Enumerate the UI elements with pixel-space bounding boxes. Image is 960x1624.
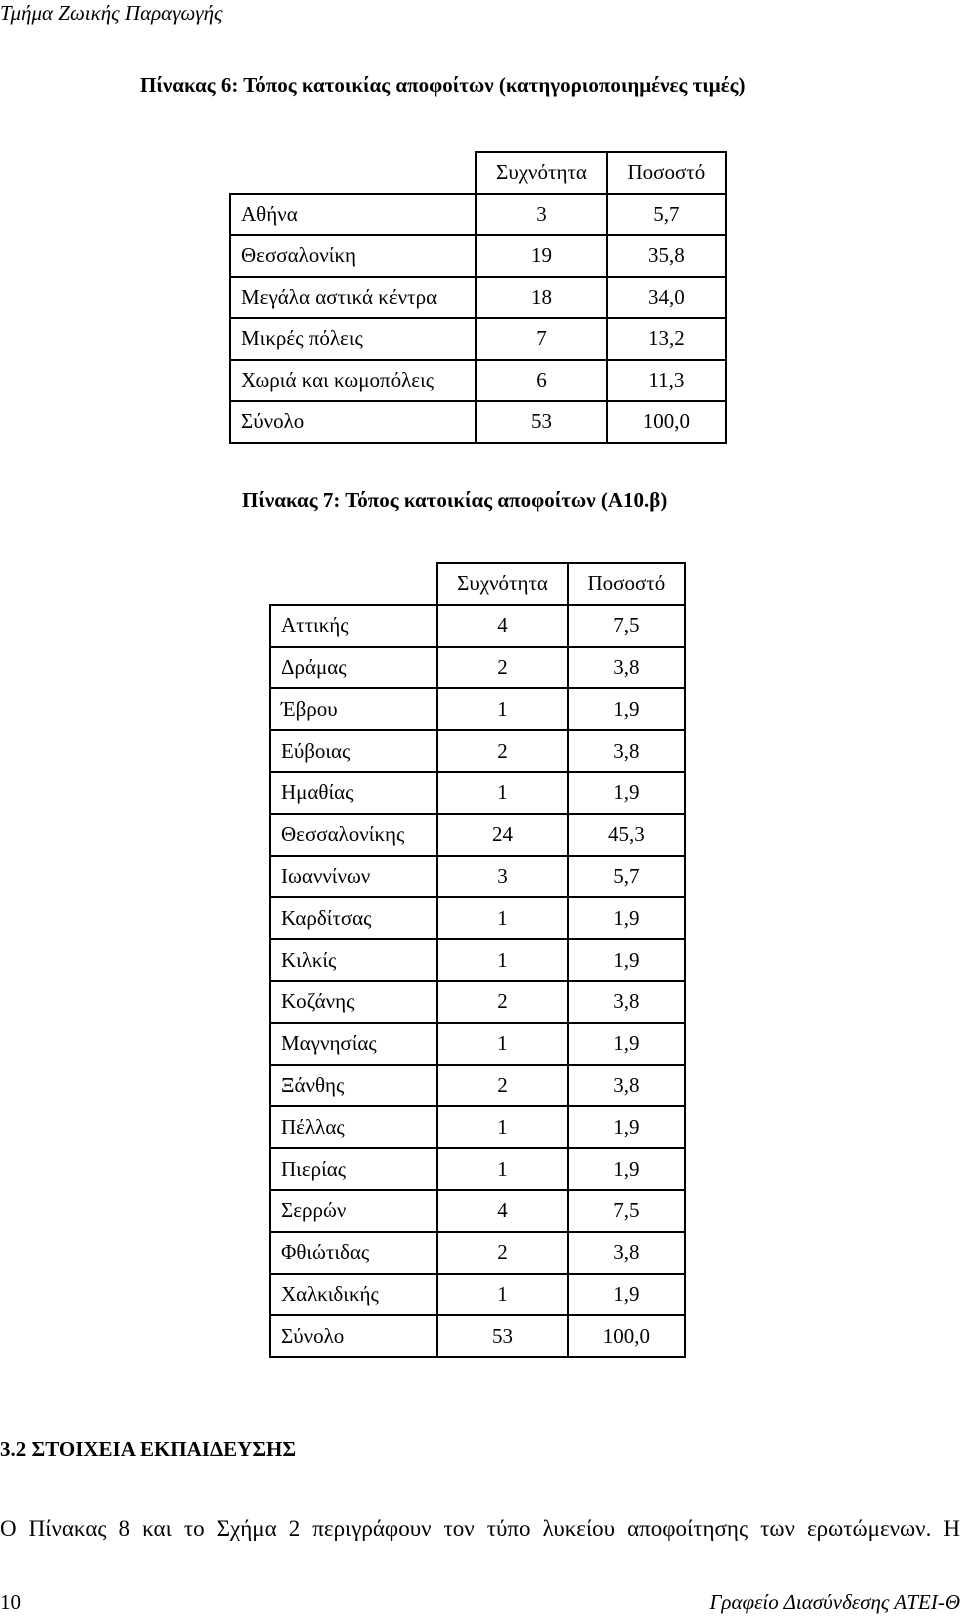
row-label: Φθιώτιδας	[270, 1232, 437, 1274]
row-percent: 100,0	[568, 1315, 685, 1357]
row-label: Σερρών	[270, 1190, 437, 1232]
row-percent: 45,3	[568, 814, 685, 856]
table-row	[270, 772, 685, 814]
row-percent: 3,8	[568, 1232, 685, 1274]
row-label: Ξάνθης	[270, 1065, 437, 1107]
row-frequency: 18	[476, 277, 606, 319]
row-frequency: 1	[437, 939, 567, 981]
row-label: Ημαθίας	[270, 772, 437, 814]
row-percent: 34,0	[607, 277, 726, 319]
row-label: Χαλκιδικής	[270, 1274, 437, 1316]
row-frequency: 2	[437, 981, 567, 1023]
row-label: Αθήνα	[230, 194, 476, 236]
row-frequency: 2	[437, 730, 567, 772]
row-percent: 1,9	[568, 1274, 685, 1316]
row-label: Χωριά και κωμοπόλεις	[230, 360, 476, 402]
table-row	[230, 318, 726, 360]
row-frequency: 4	[437, 605, 567, 647]
row-frequency: 3	[476, 194, 606, 236]
table-row	[270, 1023, 685, 1065]
table-row	[270, 856, 685, 898]
table7-header-row	[270, 563, 685, 605]
row-percent: 1,9	[568, 688, 685, 730]
table-row	[230, 277, 726, 319]
row-frequency: 3	[437, 856, 567, 898]
table-total-row	[230, 401, 726, 443]
table-row	[270, 1065, 685, 1107]
table6-col-frequency: Συχνότητα	[476, 152, 606, 194]
row-label: Σύνολο	[270, 1315, 437, 1357]
row-frequency: 53	[437, 1315, 567, 1357]
row-percent: 5,7	[568, 856, 685, 898]
row-frequency: 1	[437, 1274, 567, 1316]
table-row	[230, 235, 726, 277]
row-label: Κιλκίς	[270, 939, 437, 981]
table-row	[230, 360, 726, 402]
table6	[229, 151, 727, 444]
row-frequency: 1	[437, 772, 567, 814]
row-frequency: 53	[476, 401, 606, 443]
row-label: Αττικής	[270, 605, 437, 647]
row-frequency: 19	[476, 235, 606, 277]
table-row	[270, 1148, 685, 1190]
row-frequency: 1	[437, 1148, 567, 1190]
table7-caption: Πίνακας 7: Τόπος κατοικίας αποφοίτων (Α10.β)	[242, 488, 668, 512]
row-label: Εύβοιας	[270, 730, 437, 772]
table6-col-percent: Ποσοστό	[607, 152, 726, 194]
table7-col-frequency: Συχνότητα	[437, 563, 567, 605]
row-frequency: 1	[437, 688, 567, 730]
row-percent: 3,8	[568, 730, 685, 772]
row-label: Ιωαννίνων	[270, 856, 437, 898]
page-number: 10	[0, 1590, 21, 1614]
row-percent: 1,9	[568, 1023, 685, 1065]
table-row	[270, 981, 685, 1023]
row-frequency: 24	[437, 814, 567, 856]
row-percent: 7,5	[568, 605, 685, 647]
table6-caption: Πίνακας 6: Τόπος κατοικίας αποφοίτων (κατηγοριοποιημένες τιμές)	[140, 73, 746, 97]
table7-col-percent: Ποσοστό	[568, 563, 685, 605]
row-percent: 100,0	[607, 401, 726, 443]
row-label: Σύνολο	[230, 401, 476, 443]
table-row	[270, 647, 685, 689]
table-row	[230, 194, 726, 236]
row-frequency: 2	[437, 1065, 567, 1107]
row-frequency: 2	[437, 647, 567, 689]
row-percent: 3,8	[568, 1065, 685, 1107]
table-total-row	[270, 1315, 685, 1357]
table-row	[270, 1190, 685, 1232]
table-row	[270, 897, 685, 939]
body-paragraph: Ο Πίνακας 8 και το Σχήμα 2 περιγράφουν τον τύπο λυκείου αποφοίτησης των ερωτώμενων. Η	[0, 1516, 960, 1541]
row-label: Θεσσαλονίκη	[230, 235, 476, 277]
table-row	[270, 605, 685, 647]
row-label: Κοζάνης	[270, 981, 437, 1023]
row-percent: 1,9	[568, 1106, 685, 1148]
row-label: Δράμας	[270, 647, 437, 689]
table-row	[270, 688, 685, 730]
row-label: Μικρές πόλεις	[230, 318, 476, 360]
row-frequency: 1	[437, 1106, 567, 1148]
section-heading: 3.2 ΣΤΟΙΧΕΙΑ ΕΚΠΑΙΔΕΥΣΗΣ	[0, 1437, 297, 1461]
table-row	[270, 814, 685, 856]
row-label: Πιερίας	[270, 1148, 437, 1190]
table-row	[270, 1274, 685, 1316]
row-percent: 1,9	[568, 1148, 685, 1190]
table-row	[270, 1232, 685, 1274]
row-percent: 1,9	[568, 772, 685, 814]
table7	[269, 562, 686, 1358]
row-label: Καρδίτσας	[270, 897, 437, 939]
row-label: Έβρου	[270, 688, 437, 730]
row-label: Πέλλας	[270, 1106, 437, 1148]
row-percent: 5,7	[607, 194, 726, 236]
row-percent: 3,8	[568, 981, 685, 1023]
row-frequency: 7	[476, 318, 606, 360]
table6-header-row	[230, 152, 726, 194]
row-frequency: 1	[437, 897, 567, 939]
table7-corner-cell	[270, 563, 437, 605]
row-percent: 1,9	[568, 897, 685, 939]
row-frequency: 2	[437, 1232, 567, 1274]
row-frequency: 4	[437, 1190, 567, 1232]
row-percent: 3,8	[568, 647, 685, 689]
row-percent: 1,9	[568, 939, 685, 981]
table-row	[270, 939, 685, 981]
row-percent: 11,3	[607, 360, 726, 402]
table6-corner-cell	[230, 152, 476, 194]
row-frequency: 1	[437, 1023, 567, 1065]
table-row	[270, 730, 685, 772]
row-label: Μαγνησίας	[270, 1023, 437, 1065]
footer-office: Γραφείο Διασύνδεσης ΑΤΕΙ-Θ	[709, 1590, 960, 1614]
row-percent: 35,8	[607, 235, 726, 277]
row-label: Θεσσαλονίκης	[270, 814, 437, 856]
row-percent: 13,2	[607, 318, 726, 360]
row-label: Μεγάλα αστικά κέντρα	[230, 277, 476, 319]
table-row	[270, 1106, 685, 1148]
row-frequency: 6	[476, 360, 606, 402]
row-percent: 7,5	[568, 1190, 685, 1232]
running-header: Τμήμα Ζωικής Παραγωγής	[0, 1, 223, 25]
